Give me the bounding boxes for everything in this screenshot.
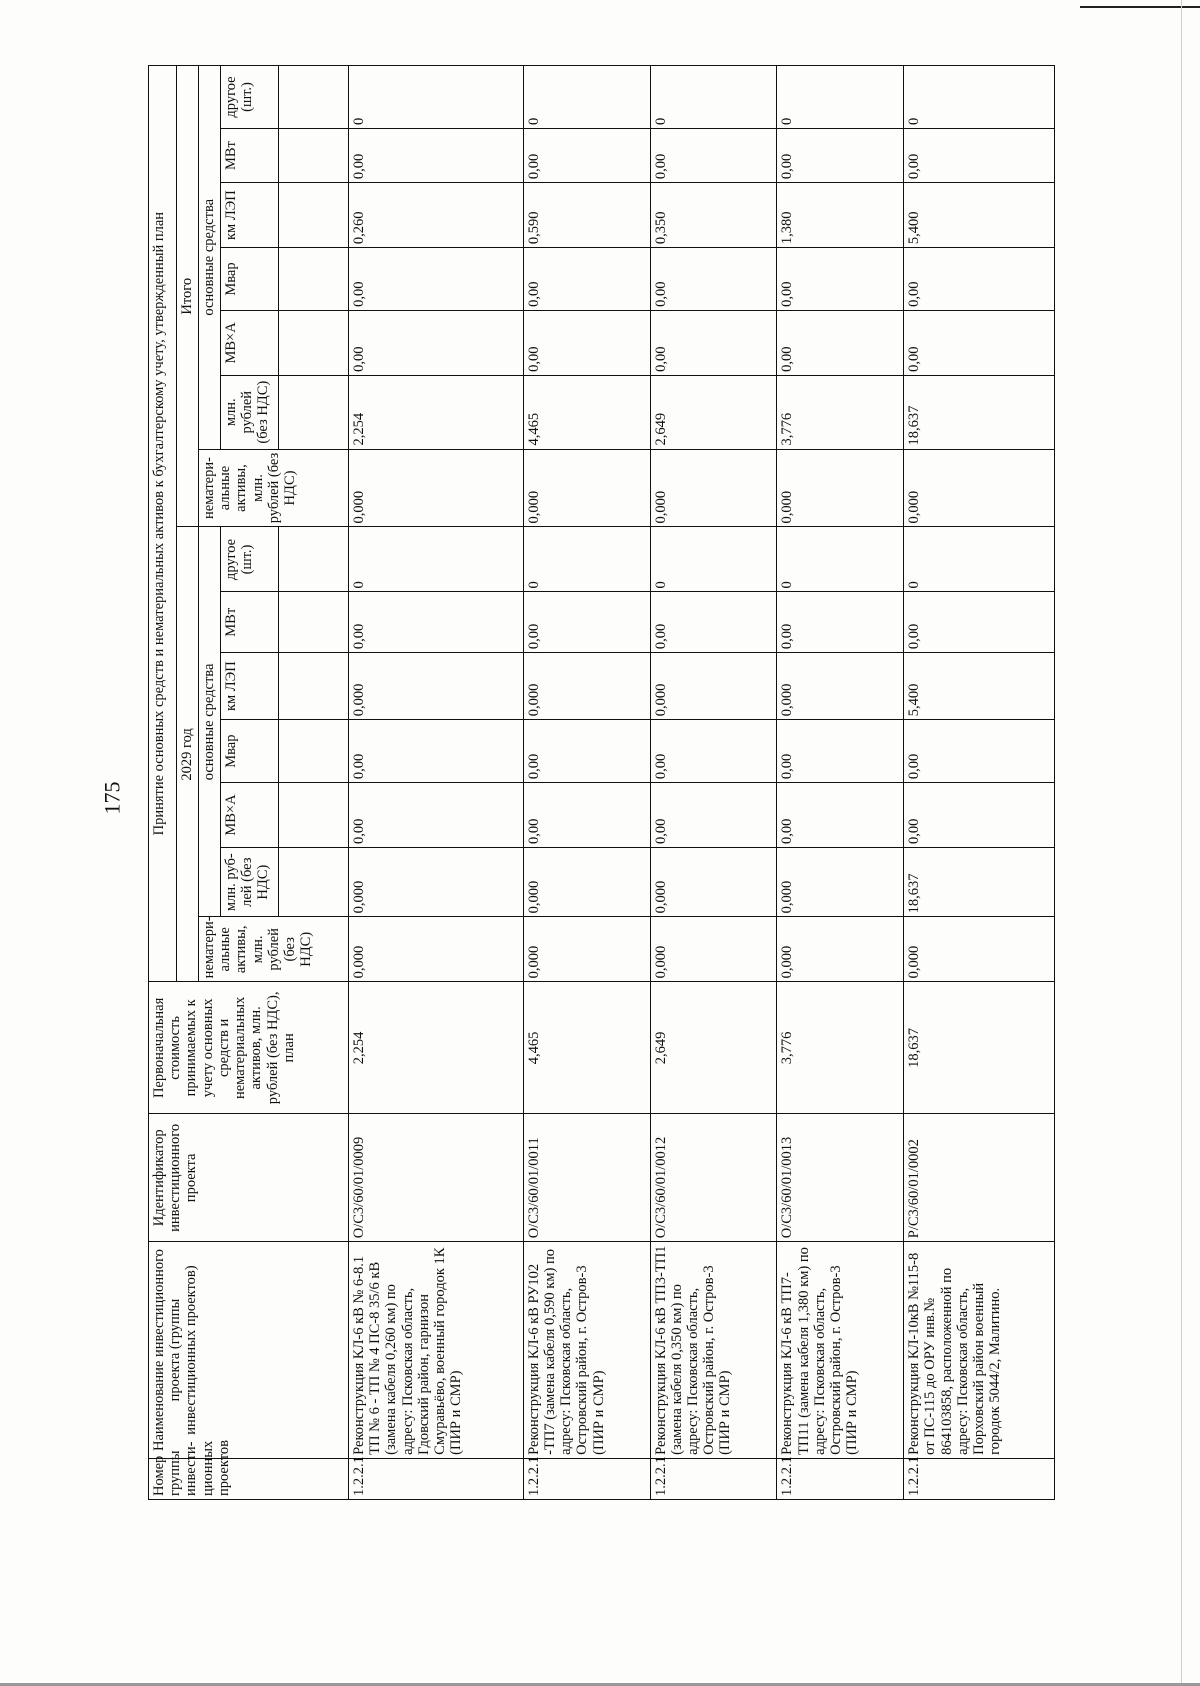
table-row <box>904 66 1055 1500</box>
scan-edge-right <box>1181 0 1182 1686</box>
cell-year-km: 0,000 <box>523 653 650 720</box>
header-km-year: км ЛЭП <box>221 653 279 720</box>
cell-year-mvar: 0,00 <box>777 720 904 783</box>
cell-year-other: 0 <box>349 527 524 592</box>
cell-total-mva: 0,00 <box>650 310 777 375</box>
cell-total-mln: 2,649 <box>650 375 777 449</box>
header-mw-total: МВт <box>221 129 279 183</box>
cell-year-mln: 0,000 <box>650 848 777 917</box>
investment-table <box>148 65 1055 1500</box>
cell-year-intangible: 0,000 <box>523 917 650 982</box>
cell-total-intangible: 0,000 <box>904 449 1055 527</box>
cell-group: 1.2.2.1 <box>904 1458 1055 1499</box>
cell-total-mln: 2,254 <box>349 375 524 449</box>
table-row <box>650 66 777 1500</box>
cell-year-other: 0 <box>650 527 777 592</box>
header-spacer <box>279 848 349 917</box>
header-mvar-total: Мвар <box>221 248 279 311</box>
cell-year-mva: 0,00 <box>904 783 1055 848</box>
header-total: Итого <box>177 66 199 528</box>
header-fixed-assets-total: основные средства <box>199 66 221 450</box>
cell-initial-cost: 2,254 <box>349 982 524 1114</box>
cell-year-intangible: 0,000 <box>904 917 1055 982</box>
cell-year-mvar: 0,00 <box>523 720 650 783</box>
cell-group: 1.2.2.1 <box>650 1458 777 1499</box>
cell-project-id: О/С3/60/01/0009 <box>349 1114 524 1242</box>
cell-year-mln: 0,000 <box>349 848 524 917</box>
header-project-id: Идентификатор инвестиционного проекта <box>149 1114 349 1242</box>
cell-year-mln: 0,000 <box>523 848 650 917</box>
table-row <box>349 66 524 1500</box>
header-spacer <box>279 66 349 129</box>
header-spacer <box>279 375 349 449</box>
header-spacer <box>279 248 349 311</box>
cell-project-id: О/С3/60/01/0013 <box>777 1114 904 1242</box>
rotated-table-wrapper <box>148 65 1055 1500</box>
cell-year-mln: 0,000 <box>777 848 904 917</box>
cell-total-mva: 0,00 <box>777 310 904 375</box>
header-group-number: Номер группы инвести-ционных проектов <box>149 1458 349 1499</box>
cell-total-intangible: 0,000 <box>349 449 524 527</box>
cell-total-other: 0 <box>523 66 650 129</box>
header-spacer <box>279 527 349 592</box>
cell-total-mw: 0,00 <box>650 129 777 183</box>
cell-group: 1.2.2.1 <box>523 1458 650 1499</box>
cell-year-mw: 0,00 <box>904 592 1055 653</box>
cell-project-id: Р/С3/60/01/0002 <box>904 1114 1055 1242</box>
cell-total-mln: 18,637 <box>904 375 1055 449</box>
cell-year-mva: 0,00 <box>777 783 904 848</box>
header-spacer <box>279 310 349 375</box>
header-other-year: другое (шт.) <box>221 527 279 592</box>
header-spacer <box>279 783 349 848</box>
cell-year-km: 5,400 <box>904 653 1055 720</box>
cell-year-other: 0 <box>904 527 1055 592</box>
cell-year-other: 0 <box>523 527 650 592</box>
scan-edge-top <box>1080 6 1200 8</box>
cell-total-mvar: 0,00 <box>523 248 650 311</box>
header-spacer <box>279 720 349 783</box>
cell-total-mln: 4,465 <box>523 375 650 449</box>
cell-total-other: 0 <box>349 66 524 129</box>
cell-year-mva: 0,00 <box>650 783 777 848</box>
header-intangible-total: нематери-альные активы, млн. рублей (без НДС) <box>199 449 349 527</box>
header-km-total: км ЛЭП <box>221 183 279 248</box>
cell-year-mvar: 0,00 <box>349 720 524 783</box>
cell-total-mva: 0,00 <box>523 310 650 375</box>
header-spacer <box>279 183 349 248</box>
header-initial-cost: Первоначальная стоимость принимаемых к учету основных средств и нематериальных активов, млн. рублей (без НДС), план <box>149 982 349 1114</box>
cell-initial-cost: 2,649 <box>650 982 777 1114</box>
cell-year-intangible: 0,000 <box>349 917 524 982</box>
header-mva-total: МВ×А <box>221 310 279 375</box>
cell-group: 1.2.2.1 <box>349 1458 524 1499</box>
table-row <box>523 66 650 1500</box>
header-spacer <box>279 592 349 653</box>
cell-total-intangible: 0,000 <box>650 449 777 527</box>
cell-project-name: Реконструкция КЛ-6 кВ № 6-8.1 ТП № 6 - ТП № 4 ПС-8 35/6 кВ (замена кабеля 0,260 км) по адресу: Псковская область, Гдовский район, гарнизон Смуравьёво, военный городок 1К (ПИР и СМР) <box>349 1242 524 1459</box>
cell-project-id: О/С3/60/01/0012 <box>650 1114 777 1242</box>
cell-total-mva: 0,00 <box>349 310 524 375</box>
cell-total-mw: 0,00 <box>777 129 904 183</box>
page-number: 175 <box>99 781 125 815</box>
cell-total-other: 0 <box>650 66 777 129</box>
cell-year-mva: 0,00 <box>523 783 650 848</box>
cell-total-km: 0,260 <box>349 183 524 248</box>
cell-year-mw: 0,00 <box>650 592 777 653</box>
cell-project-id: О/С3/60/01/0011 <box>523 1114 650 1242</box>
cell-total-mln: 3,776 <box>777 375 904 449</box>
cell-year-mva: 0,00 <box>349 783 524 848</box>
cell-total-mvar: 0,00 <box>777 248 904 311</box>
cell-project-name: Реконструкция КЛ-6 кВ ТП7-ТП11 (замена кабеля 1,380 км) по адресу: Псковская область, Островский район, г. Остров-3 (ПИР и СМР) <box>777 1242 904 1459</box>
cell-year-mw: 0,00 <box>777 592 904 653</box>
header-fixed-assets-year: основные средства <box>199 527 221 917</box>
cell-total-km: 1,380 <box>777 183 904 248</box>
cell-year-other: 0 <box>777 527 904 592</box>
cell-total-mw: 0,00 <box>523 129 650 183</box>
cell-total-other: 0 <box>777 66 904 129</box>
cell-project-name: Реконструкция КЛ-10кВ №115-8 от ПС-115 до ОРУ инв.№ 864103858, расположенной по адресу: Псковская область, Порховский район военный городок 5044/2, Малитино. <box>904 1242 1055 1459</box>
cell-year-mln: 18,637 <box>904 848 1055 917</box>
cell-total-km: 0,350 <box>650 183 777 248</box>
cell-initial-cost: 4,465 <box>523 982 650 1114</box>
cell-year-km: 0,000 <box>777 653 904 720</box>
header-mln-year: млн. руб-лей (без НДС) <box>221 848 279 917</box>
cell-total-other: 0 <box>904 66 1055 129</box>
cell-project-name: Реконструкция КЛ-6 кВ РУ102 -ТП7 (замена кабеля 0,590 км) по адресу: Псковская область, Островский район, г. Остров-3 (ПИР и СМР) <box>523 1242 650 1459</box>
cell-total-mvar: 0,00 <box>349 248 524 311</box>
header-mvar-year: Мвар <box>221 720 279 783</box>
cell-year-intangible: 0,000 <box>777 917 904 982</box>
header-other-total: другое (шт.) <box>221 66 279 129</box>
cell-initial-cost: 18,637 <box>904 982 1055 1114</box>
cell-total-mvar: 0,00 <box>904 248 1055 311</box>
header-year: 2029 год <box>177 527 199 982</box>
cell-total-intangible: 0,000 <box>777 449 904 527</box>
header-spacer <box>279 653 349 720</box>
cell-total-mw: 0,00 <box>349 129 524 183</box>
cell-year-intangible: 0,000 <box>650 917 777 982</box>
cell-year-mvar: 0,00 <box>650 720 777 783</box>
cell-total-mvar: 0,00 <box>650 248 777 311</box>
cell-project-name: Реконструкция КЛ-6 кВ ТП3-ТП1 (замена кабеля 0,350 км) по адресу: Псковская область, Островский район, г. Остров-3 (ПИР и СМР) <box>650 1242 777 1459</box>
cell-total-km: 0,590 <box>523 183 650 248</box>
cell-total-km: 5,400 <box>904 183 1055 248</box>
cell-group: 1.2.2.1 <box>777 1458 904 1499</box>
header-mw-year: МВт <box>221 592 279 653</box>
header-mln-total: млн. рублей (без НДС) <box>221 375 279 449</box>
cell-year-mw: 0,00 <box>349 592 524 653</box>
header-acceptance: Принятие основных средств и нематериальных активов к бухгалтерскому учету, утвержденный план <box>149 66 177 982</box>
cell-initial-cost: 3,776 <box>777 982 904 1114</box>
header-project-name: Наименование инвестиционного проекта (группы инвестиционных проектов) <box>149 1242 349 1459</box>
header-spacer <box>279 129 349 183</box>
cell-total-intangible: 0,000 <box>523 449 650 527</box>
cell-year-km: 0,000 <box>650 653 777 720</box>
header-intangible-year: нематери-альные активы, млн. рублей (без НДС) <box>199 917 349 982</box>
cell-year-km: 0,000 <box>349 653 524 720</box>
cell-total-mva: 0,00 <box>904 310 1055 375</box>
cell-total-mw: 0,00 <box>904 129 1055 183</box>
header-mva-year: МВ×А <box>221 783 279 848</box>
cell-year-mw: 0,00 <box>523 592 650 653</box>
table-row <box>777 66 904 1500</box>
cell-year-mvar: 0,00 <box>904 720 1055 783</box>
